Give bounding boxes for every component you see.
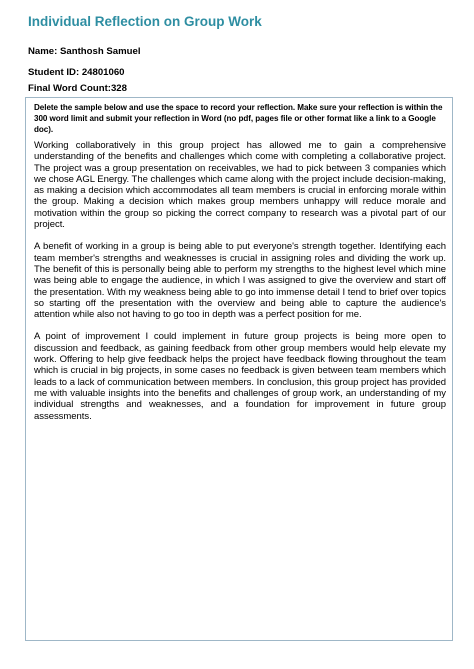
reflection-paragraph-1: Working collaboratively in this group project has allowed me to gain a comprehensive understanding of the benefits and challenges which come with completing a collaborative project. The project was a group presentation on receivables, we had to pick between 3 companies which we chose AGL Energy. The challenges which came along with the project include decision-making, as making a decision which accommodates all team members is crucial in enforcing morale within the group. Making a decision which makes group members unhappy will reduce morale and motivation within the group so picking the correct company to research was a pivotal part of our project. [34,140,446,231]
reflection-box[interactable] [25,97,453,641]
student-name: Name: Santhosh Samuel [28,46,141,57]
document-title: Individual Reflection on Group Work [28,14,262,29]
word-count: Final Word Count:328 [28,83,127,94]
student-id: Student ID: 24801060 [28,67,125,78]
reflection-paragraph-2: A benefit of working in a group is being able to put everyone's strength together. Identifying each team member's strengths and weaknesses is crucial in assigning roles and dividing the work up. The benefit of this is personally being able to perform my strengths to the highest level which mine was being able to engage the audience, in which I was assigned to give the overview and start off the presentation. With my weakness being able to go into immense detail I tend to brief over topics so starting off the presentation with the overview and being able to capture the audience's attention while also not having to go too in depth was a perfect position for me. [34,241,446,321]
reflection-paragraph-3: A point of improvement I could implement in future group projects is being more open to discussion and feedback, as gaining feedback from other group members would help elevate my work. Offering to help give feedback helps the project have feedback flowing throughout the team which is crucial in big projects, in some cases no feedback is given between team members which leads to a lack of communication between members. In conclusion, this group project has provided me with valuable insights into the benefits and challenges of group work, an understanding of my individual strengths and weaknesses, and a foundation for improvement in future group assessments. [34,331,446,422]
instructions-text: Delete the sample below and use the space to record your reflection. Make sure your reflection is within the 300 word limit and submit your reflection in Word (no pdf, pages file or other format like a link to a Google doc). [34,103,443,134]
